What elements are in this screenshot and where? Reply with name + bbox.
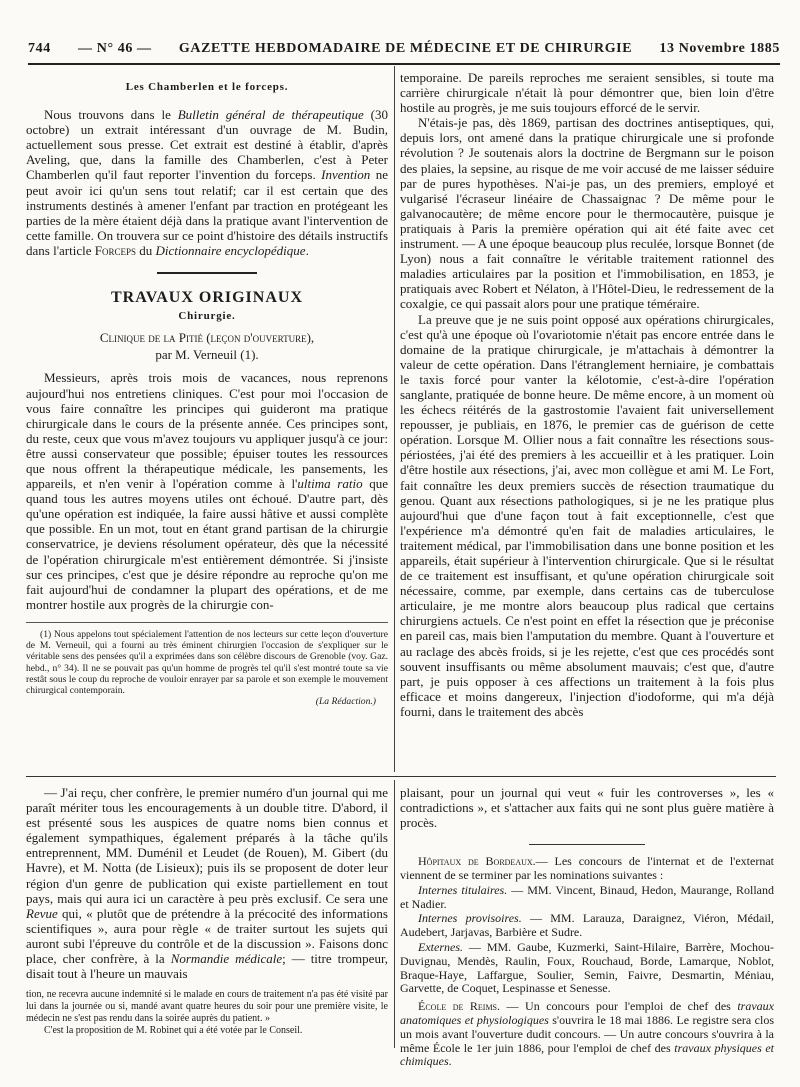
chirurgie-subtitle: Chirurgie. <box>178 310 236 323</box>
chamberlen-paragraph: Nous trouvons dans le Bulletin général de thérapeutique (30 octobre) un extrait intéressant d'un ouvrage de M. Budin, actuellement sous presse. Cet extrait est destiné à établir, d'après Aveling, que, dans la famille des Chamberlen, c'est à Peter Chamberlen qu'il faut reporter l'invention du forceps. Invention ne peut avoir ici qu'un sens tout relatif; car il est certain que des instruments destinés à amener l'enfant par traction en protégeant les parties de la mère étaient déjà dans la pratique avant l'intervention de cette famille. On trouvera sur ce point d'histoire des détails instructifs dans l'article Forceps du Dictionnaire encyclopédique. <box>26 107 388 258</box>
indemnity-text: tion, ne recevra aucune indemnité si le malade en cours de traitement n'a pas été visité par lui dans la journée ou si, mandé avant quatre heures du soir pour une première visite, le médecin ne s'est pas rendu dans la soirée auprès du patient. » <box>26 989 388 1025</box>
right-column <box>400 70 774 772</box>
clinique-author: par M. Verneuil (1). <box>155 347 259 363</box>
news-separator <box>529 844 645 845</box>
plaisant-paragraph: plaisant, pour un journal qui veut « fuir les controverses », les « contradictions », et s'attacher aux faits qui ne sont plus guère matière à procès. <box>400 785 774 831</box>
issue-date: 13 Novembre 1885 <box>659 41 780 56</box>
robinet-text: C'est la proposition de M. Robinet qui a été votée par le Conseil. <box>44 1025 303 1037</box>
reims-item: École de Reims. — Un concours pour l'emploi de chef des travaux anatomiques et physiologiques s'ouvrira le 18 mai 1886. Le registre sera clos un mois avant l'ouverture dudit concours. — Un autre concours s'ouvrira à la même École le 1er juin 1886, pour l'emploi de chef des travaux physiques et chimiques. <box>400 999 774 1069</box>
lecture-continued-1: temporaine. De pareils reproches me seraient sensibles, si toute ma carrière chirurgicale n'était là pour démontrer que, bien loin d'être hostile au progrès, je me suis toujours efforcé de le servir. <box>400 70 774 116</box>
page-number: 744 <box>28 41 51 56</box>
bottom-left-column <box>26 785 388 1055</box>
clinique-heading: Clinique de la Pitié (leçon d'ouverture), <box>99 330 315 346</box>
lecture-paragraph: Messieurs, après trois mois de vacances, nous reprenons aujourd'hui nos entretiens cliniques. C'est pour moi l'occasion de vous faire connaître les principes qui guideront ma pratique chirurgicale dans le cours de la présente année. Ces principes sont, du reste, ceux que vous m'avez toujours vu appliquer jusqu'à ce jour: être aussi conservateur que possible; épuiser toutes les ressources que nous offrent la thérapeutique médicale, les pansements, les appareils, et n'en venir à l'opération comme à l'ultima ratio que quand tous les autres moyens utiles ont échoué. D'autre part, dès qu'une opération est indiquée, la faire aussi hâtive et aussi complète que possible. En un mot, tout en étant grand partisan de la chirurgie conservatrice, je deviens résolument opérateur, dès que la nécessité de l'opération chirurgicale m'est entièrement démontrée. Si j'insiste sur ces principes, c'est que je désire répondre au reproche qu'on me fait aujourd'hui de condamner la plupart des opérations, et de me montrer hostile aux progrès de la chirurgie con- <box>26 370 388 612</box>
footnote <box>26 629 388 707</box>
column-divider <box>394 66 395 772</box>
bottom-right-column <box>400 785 775 1069</box>
lecture-continued-2: N'étais-je pas, dès 1869, partisan des doctrines antiseptiques, qui, depuis lors, ont amené dans la pratique chirurgicale une si profonde révolution ? Je soutenais alors la doctrine de Bergmann sur le poison des plaies, la sepsine, au risque de me voir accusé de me laisser séduire par de pures hypothèses. N'ai-je pas, un des premiers, employé et vulgarisé l'écraseur linéaire de Chassaignac ? De même pour le galvanocautère; de même encore pour le thermocautère, puisque je pratiquais à Paris la première opération qui ait été faite avec cet instrument. — A une époque beaucoup plus reculée, lorsque Bonnet (de Lyon) nous a fait connaître le véritable traitement rationnel des maladies articulaires par la position et l'immobilisation, en 1853, je pratiquais avec Robert et Nélaton, à l'Hôtel-Dieu, le redressement de la coxalgie, ce qui passait alors pour une pratique téméraire. <box>400 115 774 312</box>
externes-item: Externes. — MM. Gaube, Kuzmerki, Saint-Hilaire, Barrère, Mochou-Duvignau, Mendès, Raulin, Foux, Rouchaud, Borde, Lamarque, Noblot, Braque-Haye, Laffargue, Soulier, Semin, Faivre, Desmartin, Méniau, Garvette, de Coquet, Lespinasse et Senesse. <box>400 940 774 996</box>
news-block <box>400 855 774 1069</box>
normandie-paragraph: — J'ai reçu, cher confrère, le premier numéro d'un journal qui me paraît mériter tous les encouragements à un double titre. D'abord, il est présenté sous les auspices de quatre noms bien connus et également sympathiques, également préparés à la tâche qu'ils entreprennent, MM. Duménil et Leudet (de Rouen), M. Gibert (du Havre), et M. Notta (de Lisieux); puis ils se proposent de doter leur région d'un genre de publication qui existe partiellement en tout pays, mais qui aura ici un caractère à peu près exclusif. Ce sera une Revue qui, « plutôt que de prétendre à la précocité des informations scientifiques », aura pour règle « de traiter surtout les sujets qui auront subi l'épreuve du contrôle et de la discussion ». Faisons donc place, cher confrère, à la Normandie médicale; — titre trompeur, disait tout à l'heure un mauvais <box>26 785 389 982</box>
section-separator <box>157 272 257 274</box>
footnote-rule <box>26 622 388 623</box>
travaux-originaux-title: TRAVAUX ORIGINAUX <box>111 289 303 307</box>
journal-title: GAZETTE HEBDOMADAIRE DE MÉDECINE ET DE CHIRURGIE <box>178 41 633 56</box>
footnote-text: (1) Nous appelons tout spécialement l'attention de nos lecteurs sur cette leçon d'ouverture de M. Verneuil, qui a fourni au très éminent chirurgien l'occasion de s'expliquer sur le véritable sens des pensées qu'il a exprimées dans son célèbre discours de Grenoble (voy. Gaz. hebd., n° 34). Il ne se pouvait pas qu'un homme de progrès tel qu'il s'est montré toute sa vie restât sous le coup du reproche de vouloir enrayer par sa parole et son exemple le mouvement chirurgical contemporain. <box>26 628 388 696</box>
footnote-signature: (La Rédaction.) <box>315 696 376 708</box>
issue-number: — N° 46 — <box>78 41 152 56</box>
chamberlen-heading: Les Chamberlen et le forceps. <box>125 81 289 93</box>
left-column <box>26 70 388 772</box>
lecture-continued-3: La preuve que je ne suis point opposé aux opérations chirurgicales, c'est qu'à une époque où l'ovariotomie n'était pas encore entrée dans le domaine de la pratique chirurgicale, je m'attachais à démontrer la valeur de cette opération. Dans l'étranglement herniaire, je combattais le taxis forcé pour vanter la kélotomie, c'est-à-dire l'opération sanglante, pratiquée de bonne heure. De même encore, à un moment où les échecs réitérés de la gastrostomie l'avaient fait universellement repousser, je publiais, en 1876, le premier cas de guérison de cette opération. Lorsque M. Ollier nous a fait connaître les résections sous-périostées, j'ai été des premiers à les accueillir et à les pratiquer. Loin d'être hostile aux résections, j'ai, avec mon collègue et ami M. Le Fort, fait connaître les deux premiers succès de résection traumatique du genou. Quant aux résections pathologiques, si je ne les pratique plus aujourd'hui que d'une façon tout à fait exceptionnelle, c'est que l'expérience m'a démontré qu'en fait de maladies articulaires, le traitement médical, par l'immobilisation dans une bonne position et les appareils, était supérieur à l'intervention chirurgicale. Que si le résultat de ce traitement est insuffisant, et qu'une opération chirurgicale soit nécessaire, comme, par exemple, dans certains cas de tuberculose articulaire, je me montre alors beaucoup plus radical que certains chirurgiens actuels. Ce n'est point en effet la résection que je préconise en pareil cas, mais bien l'amputation du membre. Quant à l'ouverture et au raclage des abcès froids, si je les rejette, c'est que ces procédés sont souvent insuffisants ou même absolument mauvais; c'est que, d'autre part, je puis opposer à ces affections un traitement à la fois plus efficace et moins dangereux, l'injection d'iodoforme, qui m'a déjà fourni, dans le traitement des abcès <box>400 311 774 719</box>
hopitaux-item: Hôpitaux de Bordeaux.— Les concours de l'internat et de l'externat viennent de se terminer par les nominations suivantes : <box>400 854 774 883</box>
page-header <box>28 38 780 60</box>
internes-titulaires-item: Internes titulaires. — MM. Vincent, Binaud, Hedon, Maurange, Rolland et Nadier. <box>400 882 775 911</box>
header-rule <box>28 63 780 65</box>
internes-provisoires-item: Internes provisoires. — MM. Larauza, Daraignez, Viéron, Médail, Audebert, Jarjavas, Barbière et Sudre. <box>400 911 774 940</box>
middle-rule <box>26 776 776 777</box>
column-divider-bottom <box>394 780 395 1048</box>
